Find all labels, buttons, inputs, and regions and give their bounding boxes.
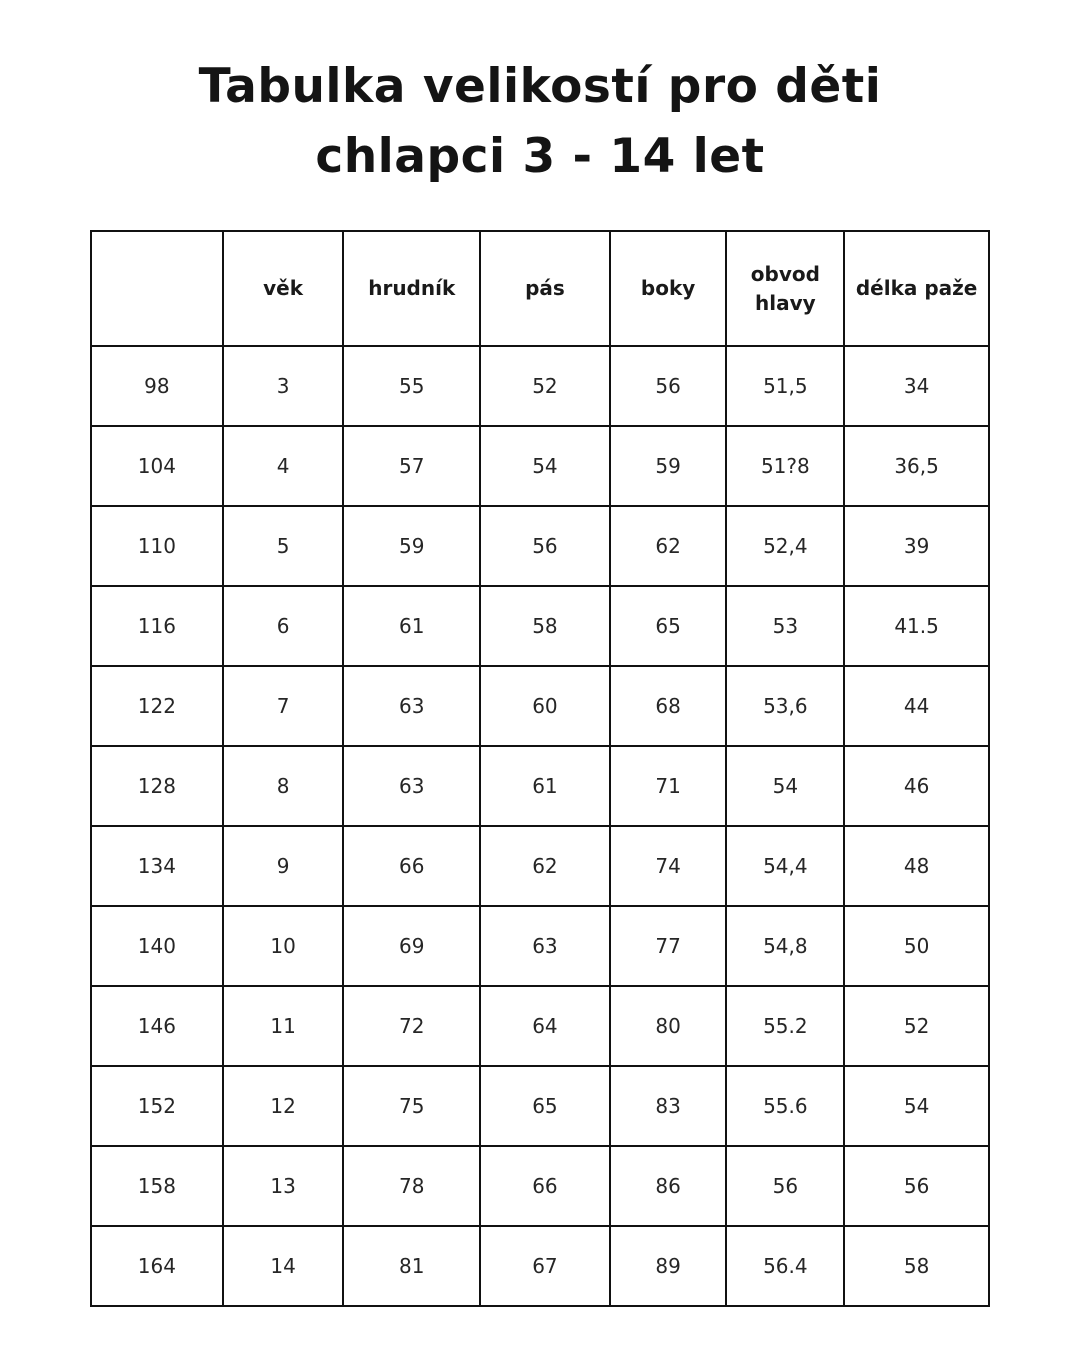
table-cell: 48 (844, 826, 989, 906)
header-cell: boky (610, 231, 727, 346)
table-cell: 62 (610, 506, 727, 586)
table-cell: 34 (844, 346, 989, 426)
table-cell: 41.5 (844, 586, 989, 666)
table-cell: 59 (343, 506, 480, 586)
table-row (91, 746, 989, 826)
table-cell: 134 (91, 826, 223, 906)
table-cell: 10 (223, 906, 344, 986)
size-table-body (91, 346, 989, 1306)
table-row (91, 826, 989, 906)
table-cell: 50 (844, 906, 989, 986)
table-cell: 8 (223, 746, 344, 826)
table-cell: 58 (480, 586, 610, 666)
table-cell: 9 (223, 826, 344, 906)
table-cell: 44 (844, 666, 989, 746)
table-row (91, 1146, 989, 1226)
table-cell: 104 (91, 426, 223, 506)
table-cell: 5 (223, 506, 344, 586)
table-cell: 13 (223, 1146, 344, 1226)
table-row (91, 1226, 989, 1306)
table-cell: 77 (610, 906, 727, 986)
table-cell: 55 (343, 346, 480, 426)
table-cell: 39 (844, 506, 989, 586)
table-cell: 78 (343, 1146, 480, 1226)
table-cell: 54,8 (726, 906, 844, 986)
table-cell: 71 (610, 746, 727, 826)
table-cell: 158 (91, 1146, 223, 1226)
table-cell: 65 (480, 1066, 610, 1146)
table-cell: 12 (223, 1066, 344, 1146)
table-cell: 66 (343, 826, 480, 906)
table-cell: 52 (480, 346, 610, 426)
table-cell: 66 (480, 1146, 610, 1226)
header-cell: obvod hlavy (726, 231, 844, 346)
table-cell: 140 (91, 906, 223, 986)
table-cell: 81 (343, 1226, 480, 1306)
table-cell: 128 (91, 746, 223, 826)
table-row (91, 586, 989, 666)
table-cell: 55.6 (726, 1066, 844, 1146)
table-cell: 62 (480, 826, 610, 906)
table-cell: 64 (480, 986, 610, 1066)
table-cell: 98 (91, 346, 223, 426)
size-table (90, 230, 990, 1307)
table-cell: 4 (223, 426, 344, 506)
table-cell: 3 (223, 346, 344, 426)
table-row (91, 1066, 989, 1146)
table-row (91, 506, 989, 586)
table-row (91, 906, 989, 986)
table-cell: 46 (844, 746, 989, 826)
table-cell: 6 (223, 586, 344, 666)
table-cell: 52,4 (726, 506, 844, 586)
header-cell: věk (223, 231, 344, 346)
table-cell: 51?8 (726, 426, 844, 506)
table-cell: 56 (480, 506, 610, 586)
header-row (91, 231, 989, 346)
table-cell: 67 (480, 1226, 610, 1306)
table-cell: 74 (610, 826, 727, 906)
table-cell: 56 (610, 346, 727, 426)
table-cell: 89 (610, 1226, 727, 1306)
table-cell: 55.2 (726, 986, 844, 1066)
table-cell: 58 (844, 1226, 989, 1306)
table-cell: 152 (91, 1066, 223, 1146)
table-cell: 56.4 (726, 1226, 844, 1306)
header-cell: délka paže (844, 231, 989, 346)
table-cell: 56 (726, 1146, 844, 1226)
table-row (91, 426, 989, 506)
table-cell: 54 (480, 426, 610, 506)
table-cell: 56 (844, 1146, 989, 1226)
table-cell: 54 (844, 1066, 989, 1146)
header-cell: hrudník (343, 231, 480, 346)
table-cell: 52 (844, 986, 989, 1066)
table-cell: 63 (343, 666, 480, 746)
size-table-head (91, 231, 989, 346)
table-cell: 86 (610, 1146, 727, 1226)
table-cell: 116 (91, 586, 223, 666)
table-cell: 59 (610, 426, 727, 506)
header-cell (91, 231, 223, 346)
table-cell: 63 (480, 906, 610, 986)
table-cell: 164 (91, 1226, 223, 1306)
table-cell: 60 (480, 666, 610, 746)
page-title-line-1: Tabulka velikostí pro děti (198, 59, 882, 114)
table-cell: 69 (343, 906, 480, 986)
page-title-line-2: chlapci 3 - 14 let (315, 129, 765, 184)
table-cell: 51,5 (726, 346, 844, 426)
table-cell: 36,5 (844, 426, 989, 506)
table-cell: 83 (610, 1066, 727, 1146)
table-cell: 80 (610, 986, 727, 1066)
table-cell: 72 (343, 986, 480, 1066)
table-cell: 63 (343, 746, 480, 826)
table-row (91, 986, 989, 1066)
table-cell: 7 (223, 666, 344, 746)
table-cell: 53 (726, 586, 844, 666)
table-cell: 61 (343, 586, 480, 666)
table-cell: 68 (610, 666, 727, 746)
table-cell: 53,6 (726, 666, 844, 746)
table-cell: 14 (223, 1226, 344, 1306)
table-cell: 75 (343, 1066, 480, 1146)
table-cell: 54 (726, 746, 844, 826)
table-cell: 57 (343, 426, 480, 506)
header-cell: pás (480, 231, 610, 346)
table-cell: 61 (480, 746, 610, 826)
table-cell: 110 (91, 506, 223, 586)
table-cell: 146 (91, 986, 223, 1066)
table-cell: 122 (91, 666, 223, 746)
table-cell: 54,4 (726, 826, 844, 906)
table-row (91, 666, 989, 746)
page-title (0, 52, 1080, 192)
table-cell: 65 (610, 586, 727, 666)
table-row (91, 346, 989, 426)
table-cell: 11 (223, 986, 344, 1066)
